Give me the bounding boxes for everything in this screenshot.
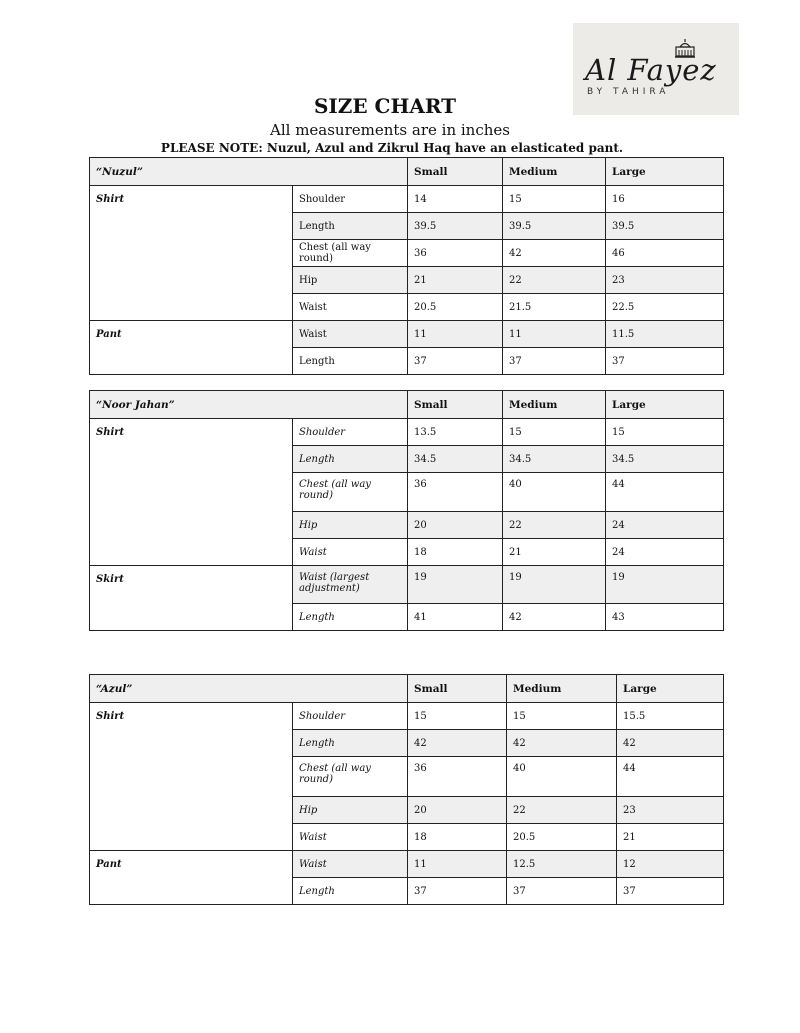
measurement-label: Length (293, 446, 408, 473)
value-cell: 20.5 (408, 294, 503, 321)
value-cell: 21 (617, 824, 724, 851)
page-note: PLEASE NOTE: Nuzul, Azul and Zikrul Haq have an elasticated pant. (160, 141, 624, 155)
measurement-label: Chest (all way round) (293, 240, 408, 267)
table-row (90, 186, 724, 213)
measurement-label: Waist (largest adjustment) (293, 566, 408, 604)
size-header-medium: Medium (507, 675, 617, 703)
value-cell: 12.5 (507, 851, 617, 878)
measurement-label: Waist (293, 851, 408, 878)
group-label-shirt: Shirt (90, 419, 293, 566)
value-cell: 22 (503, 267, 606, 294)
value-cell: 37 (617, 878, 724, 905)
size-header-large: Large (617, 675, 724, 703)
value-cell: 41 (408, 604, 503, 631)
value-cell: 44 (606, 473, 724, 512)
value-cell: 44 (617, 757, 724, 797)
value-cell: 22.5 (606, 294, 724, 321)
value-cell: 36 (408, 473, 503, 512)
value-cell: 43 (606, 604, 724, 631)
size-header-medium: Medium (503, 158, 606, 186)
measurement-label: Waist (293, 539, 408, 566)
value-cell: 21 (408, 267, 503, 294)
value-cell: 42 (503, 240, 606, 267)
size-header-small: Small (408, 675, 507, 703)
value-cell: 14 (408, 186, 503, 213)
measurement-label: Length (293, 213, 408, 240)
value-cell: 15 (408, 703, 507, 730)
size-header-medium: Medium (503, 391, 606, 419)
value-cell: 19 (606, 566, 724, 604)
group-label-pant: Pant (90, 851, 293, 905)
size-table-azul (89, 674, 724, 905)
table-row (90, 703, 724, 730)
page-subtitle: All measurements are in inches (270, 121, 510, 139)
value-cell: 23 (606, 267, 724, 294)
value-cell: 11 (503, 321, 606, 348)
group-label-pant: Pant (90, 321, 293, 375)
value-cell: 37 (408, 878, 507, 905)
value-cell: 36 (408, 757, 507, 797)
value-cell: 11 (408, 321, 503, 348)
size-header-large: Large (606, 158, 724, 186)
value-cell: 20.5 (507, 824, 617, 851)
value-cell: 18 (408, 539, 503, 566)
value-cell: 42 (503, 604, 606, 631)
measurement-label: Waist (293, 294, 408, 321)
value-cell: 20 (408, 512, 503, 539)
measurement-label: Shoulder (293, 186, 408, 213)
group-label-shirt: Shirt (90, 703, 293, 851)
value-cell: 39.5 (606, 213, 724, 240)
value-cell: 39.5 (408, 213, 503, 240)
value-cell: 37 (507, 878, 617, 905)
measurement-label: Shoulder (293, 419, 408, 446)
value-cell: 19 (408, 566, 503, 604)
table-row (90, 321, 724, 348)
value-cell: 15 (503, 419, 606, 446)
value-cell: 18 (408, 824, 507, 851)
measurement-label: Length (293, 604, 408, 631)
table-row (90, 419, 724, 446)
value-cell: 40 (503, 473, 606, 512)
value-cell: 37 (606, 348, 724, 375)
page-title: SIZE CHART (313, 94, 457, 118)
size-table-nuzul (89, 157, 724, 375)
value-cell: 15 (503, 186, 606, 213)
measurement-label: Hip (293, 797, 408, 824)
group-label-skirt: Skirt (90, 566, 293, 631)
value-cell: 37 (408, 348, 503, 375)
value-cell: 24 (606, 512, 724, 539)
table-title: “Noor Jahan” (90, 391, 408, 419)
table-title: “Azul” (90, 675, 408, 703)
value-cell: 42 (617, 730, 724, 757)
value-cell: 42 (408, 730, 507, 757)
measurement-label: Hip (293, 512, 408, 539)
value-cell: 24 (606, 539, 724, 566)
measurement-label: Chest (all way round) (293, 757, 408, 797)
value-cell: 34.5 (606, 446, 724, 473)
size-header-small: Small (408, 158, 503, 186)
value-cell: 19 (503, 566, 606, 604)
value-cell: 34.5 (408, 446, 503, 473)
group-label-shirt: Shirt (90, 186, 293, 321)
table-header-row (90, 675, 724, 703)
measurement-label: Hip (293, 267, 408, 294)
value-cell: 37 (503, 348, 606, 375)
logo-script: Al Fayez (585, 53, 717, 87)
value-cell: 21.5 (503, 294, 606, 321)
value-cell: 20 (408, 797, 507, 824)
value-cell: 15 (507, 703, 617, 730)
table-row (90, 851, 724, 878)
size-header-small: Small (408, 391, 503, 419)
value-cell: 11 (408, 851, 507, 878)
table-title: “Nuzul” (90, 158, 408, 186)
value-cell: 15 (606, 419, 724, 446)
value-cell: 12 (617, 851, 724, 878)
value-cell: 34.5 (503, 446, 606, 473)
table-row (90, 566, 724, 604)
size-table-noor-jahan (89, 390, 724, 631)
value-cell: 16 (606, 186, 724, 213)
value-cell: 42 (507, 730, 617, 757)
value-cell: 13.5 (408, 419, 503, 446)
measurement-label: Length (293, 730, 408, 757)
value-cell: 11.5 (606, 321, 724, 348)
measurement-label: Chest (all way round) (293, 473, 408, 512)
measurement-label: Waist (293, 321, 408, 348)
value-cell: 22 (507, 797, 617, 824)
measurement-label: Length (293, 348, 408, 375)
value-cell: 46 (606, 240, 724, 267)
size-header-large: Large (606, 391, 724, 419)
value-cell: 36 (408, 240, 503, 267)
measurement-label: Waist (293, 824, 408, 851)
measurement-label: Length (293, 878, 408, 905)
measurement-label: Shoulder (293, 703, 408, 730)
value-cell: 22 (503, 512, 606, 539)
value-cell: 40 (507, 757, 617, 797)
table-header-row (90, 158, 724, 186)
value-cell: 15.5 (617, 703, 724, 730)
value-cell: 23 (617, 797, 724, 824)
value-cell: 21 (503, 539, 606, 566)
logo-subtitle: BY TAHIRA (587, 87, 670, 97)
table-header-row (90, 391, 724, 419)
value-cell: 39.5 (503, 213, 606, 240)
